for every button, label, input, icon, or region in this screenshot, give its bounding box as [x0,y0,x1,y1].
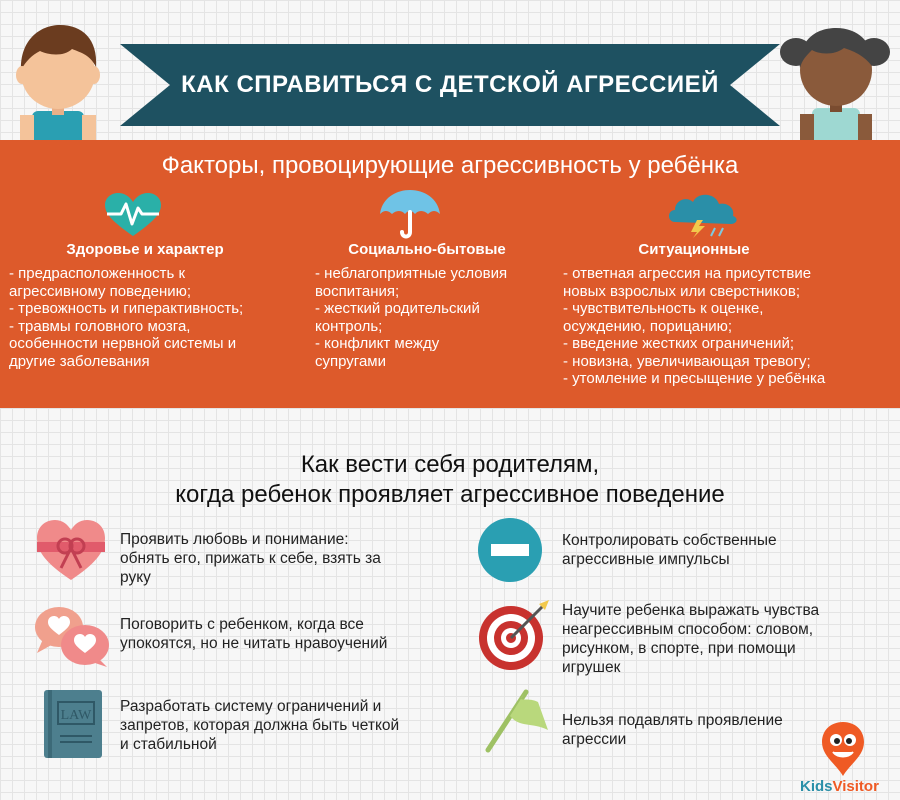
tip-rules [120,697,460,754]
factor-list-situational [563,265,893,388]
tip-line: руку [120,569,151,586]
parents-section-title [0,450,900,510]
logo-part-1: Kids [800,778,833,795]
storm-cloud-icon [665,190,741,238]
list-item: - травмы головного мозга, [9,317,191,335]
factor-heading-situational: Ситуационные [638,241,750,258]
kidsvisitor-logo-icon [818,720,868,778]
list-item: - предрасположенность к [9,265,186,282]
list-item: - тревожность и гиперактивность; [9,300,244,317]
tip-line: запретов, которая должна быть четкой [120,717,400,734]
tip-talk [120,615,450,653]
factors-title: Факторы, провоцирующие агрессивность у ребёнка [161,152,739,179]
tip-line: Контролировать собственные [562,532,777,549]
logo-wordmark [800,778,879,795]
tip-love [120,530,440,587]
flag-icon [480,688,552,754]
list-item: воспитания; [315,282,400,300]
tip-line: Поговорить с ребенком, когда все [120,616,364,633]
list-item: осуждению, порицанию; [563,317,733,335]
target-icon [477,598,555,672]
factor-list-social [315,265,560,370]
list-item: контроль; [315,317,383,335]
umbrella-icon [378,188,442,240]
tip-line: упокоятся, но не читать нравоучений [120,635,388,652]
factor-list-health [9,265,309,370]
list-item: - жесткий родительский [315,300,480,317]
section-title-line: Как вести себя родителям, [300,451,600,478]
tip-line: обнять его, прижать к себе, взять за [120,550,381,567]
list-item: - новизна, увеличивающая тревогу; [563,352,811,370]
tip-express [562,601,882,677]
logo-part-2: Visitor [832,778,879,795]
list-item: особенности нервной системы и [9,335,237,352]
tip-line: и стабильной [120,736,217,753]
tip-line: рисунком, в спорте, при помощи [562,640,796,657]
factor-heading-social: Социально-бытовые [348,241,506,258]
girl-illustration [778,12,890,144]
tip-line: агрессии [562,731,627,748]
list-item: - введение жестких ограничений; [563,335,795,352]
list-item: новых взрослых или сверстников; [563,282,801,300]
list-item: агрессивному поведению; [9,282,192,300]
tip-line: Нельзя подавлять проявление [562,712,783,729]
section-title-line: когда ребенок проявляет агрессивное поведение [175,481,725,508]
minus-circle-icon [477,517,543,583]
list-item: - ответная агрессия на присутствие [563,265,812,282]
list-item: - утомление и пресыщение у ребёнка [563,370,826,387]
list-item: - чувствительность к оценке, [563,300,764,317]
speech-hearts-icon [33,605,111,669]
list-item: - конфликт между [315,335,440,352]
page-title: КАК СПРАВИТЬСЯ С ДЕТСКОЙ АГРЕССИЕЙ [181,71,719,98]
gift-heart-icon [35,518,107,582]
tip-line: агрессивные импульсы [562,551,730,568]
tip-control [562,531,862,569]
list-item: супругами [315,352,386,370]
list-item: другие заболевания [9,352,150,370]
tip-line: Разработать систему ограничений и [120,698,382,715]
tip-line: неагрессивным способом: словом, [562,621,814,638]
tip-line: Проявить любовь и понимание: [120,531,349,548]
tip-dont-suppress [562,711,822,749]
boy-illustration [10,15,120,143]
tip-line: Научите ребенка выражать чувства [562,602,820,619]
title-ribbon [120,44,780,126]
factor-heading-health: Здоровье и характер [66,241,224,258]
heart-pulse-icon [103,192,163,238]
list-item: - неблагоприятные условия [315,265,508,282]
tip-line: игрушек [562,659,621,676]
book-label: LAW [60,708,92,723]
law-book-icon [42,688,104,760]
